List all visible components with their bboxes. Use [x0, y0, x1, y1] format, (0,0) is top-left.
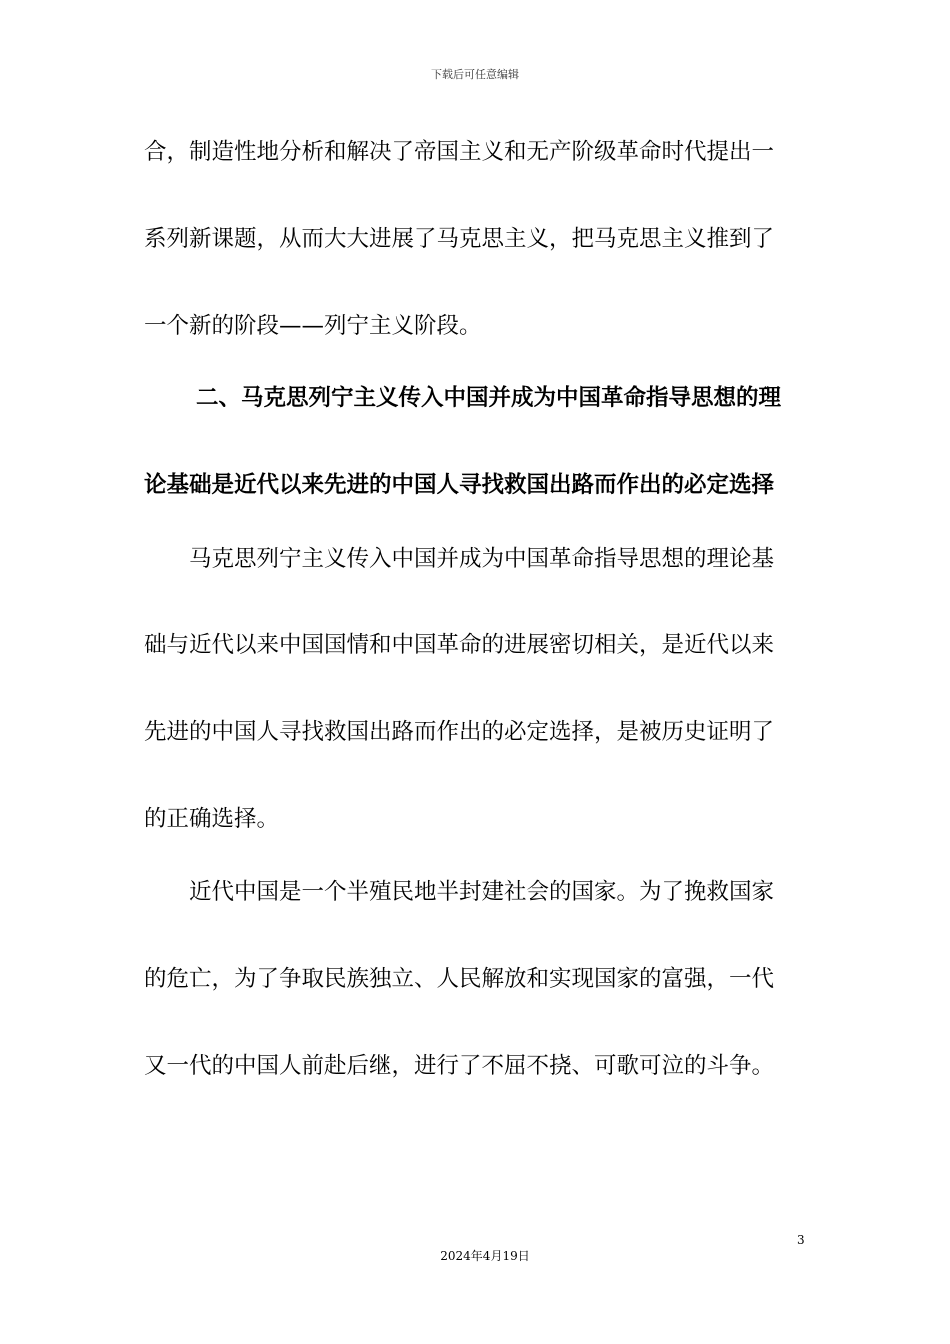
text-line: 马克思列宁主义传入中国并成为中国革命指导思想的理论基	[189, 546, 775, 572]
text-line: 合，制造性地分析和解决了帝国主义和无产阶级革命时代提出一	[144, 139, 775, 165]
text-line: 的正确选择。	[144, 806, 280, 832]
text-line: 一个新的阶段——列宁主义阶段。	[144, 313, 482, 339]
page-number: 3	[797, 1233, 805, 1247]
text-line: 础与近代以来中国国情和中国革命的进展密切相关，是近代以来	[144, 632, 775, 658]
text-line: 系列新课题，从而大大进展了马克思主义，把马克思主义推到了	[144, 226, 775, 252]
heading-line: 二、马克思列宁主义传入中国并成为中国革命指导思想的理	[196, 385, 782, 411]
text-line: 先进的中国人寻找救国出路而作出的必定选择，是被历史证明了	[144, 719, 775, 745]
page-header: 下载后可任意编辑	[431, 68, 519, 81]
heading-line: 论基础是近代以来先进的中国人寻找救国出路而作出的必定选择	[144, 472, 775, 498]
text-line: 的危亡，为了争取民族独立、人民解放和实现国家的富强，一代	[144, 966, 775, 992]
footer-date: 2024年4月19日	[440, 1249, 530, 1263]
text-line: 近代中国是一个半殖民地半封建社会的国家。为了挽救国家	[189, 879, 775, 905]
text-line: 又一代的中国人前赴后继，进行了不屈不挠、可歌可泣的斗争。	[144, 1053, 775, 1079]
